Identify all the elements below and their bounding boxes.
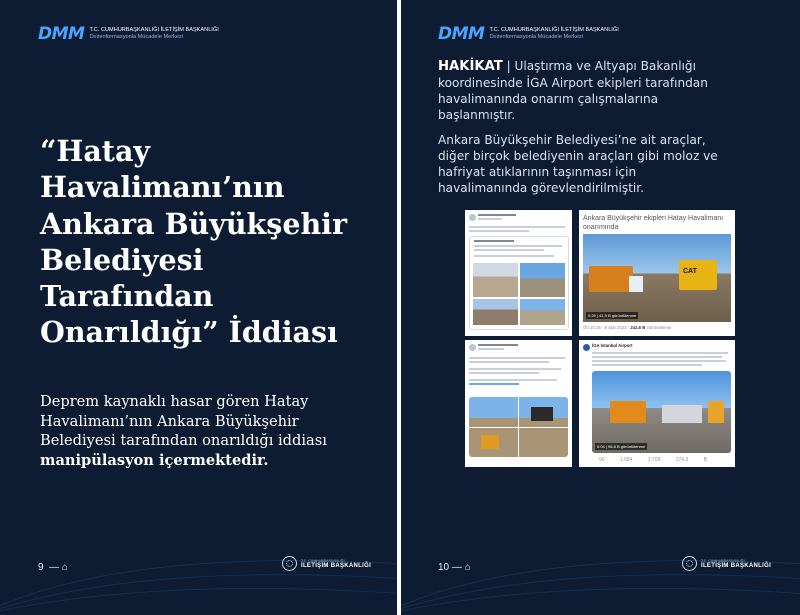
evidence-tweet-b	[579, 210, 735, 336]
photo	[520, 263, 565, 297]
page-number: 9	[38, 562, 44, 573]
org-line-1: T.C. CUMHURBAŞKANLIĞI İLETİŞİM BAŞKANLIĞI	[89, 27, 219, 33]
dmm-logo-mark: DMM	[438, 24, 485, 44]
video-stats: 0:29 | 41,9 B görüntülenme	[588, 313, 637, 318]
excavator	[679, 260, 717, 290]
footer-org: İLETİŞİM BAŞKANLIĞI	[701, 562, 772, 569]
fact-label: HAKİKAT	[438, 59, 503, 74]
fact-text: | Ulaştırma ve Altyapı Bakanlığı koordinesinde İGA Airport ekipleri tarafından havalimanında onarım çalışmalarına başlanmıştır.	[438, 59, 708, 122]
intro-text: Deprem kaynaklı hasar gören Hatay Havalimanı’nın Ankara Büyükşehir Belediyesi tarafından onarıldığı iddiası	[40, 393, 327, 450]
photo-grid[interactable]	[469, 397, 568, 457]
fact-paragraph	[438, 58, 718, 123]
dmm-logo	[38, 24, 219, 44]
excavator	[610, 401, 646, 423]
dump-truck	[589, 266, 633, 292]
iga-avatar	[583, 344, 590, 351]
tweet-meta: Öö 10:16 · 8 Şub 2023 · 242,6 B Görüntüleme	[583, 325, 672, 330]
dash-icon: —	[46, 562, 60, 573]
dmm-logo-org	[89, 27, 218, 41]
intro-paragraph	[40, 392, 340, 470]
quoted-tweet	[469, 236, 569, 330]
page-number-block	[38, 562, 68, 573]
footer-org-small: T.C. CUMHURBAŞKANLIĞI	[701, 558, 745, 563]
page-number-block	[438, 562, 471, 573]
avatar	[469, 214, 476, 221]
photo	[473, 263, 518, 297]
org-line-1: T.C. CUMHURBAŞKANLIĞI İLETİŞİM BAŞKANLIĞI	[489, 27, 619, 33]
left-page	[0, 0, 397, 615]
dmm-logo-org	[489, 27, 618, 41]
seal-icon	[682, 556, 697, 571]
org-line-2: Dezenformasyonla Mücadele Merkezi	[489, 34, 584, 40]
home-icon[interactable]: ⌂	[61, 562, 68, 573]
dmm-logo-mark: DMM	[38, 24, 85, 44]
fact-paragraph-2: Ankara Büyükşehir Belediyesi’ne ait araçlar, diğer birçok belediyenin araçları gibi moloz ve hafriyat atıklarının taşınması için havalimanında görevlendirilmiştir.	[438, 133, 718, 195]
video-stats: 0:04 | 98,8 B görüntülenme	[597, 444, 646, 449]
page-number: 10	[438, 562, 450, 573]
video-thumbnail[interactable]	[592, 371, 731, 453]
tweet-caption: Ankara Büyükşehir ekipleri Hatay Havalimanı onarımında	[583, 215, 724, 231]
org-line-2: Dezenformasyonla Mücadele Merkezi	[89, 34, 184, 40]
photo	[473, 299, 518, 325]
account-name: İGA İstanbul Airport	[592, 343, 633, 348]
video-thumbnail[interactable]: CAT 0:29 | 41,9 B görüntülenme	[583, 234, 731, 322]
photo	[520, 299, 565, 325]
footer-logo	[682, 556, 771, 571]
dash-icon: —	[451, 562, 462, 573]
intro-verdict: manipülasyon içermektedir.	[40, 451, 269, 469]
seal-icon	[282, 556, 297, 571]
evidence-tweet-c	[465, 340, 572, 467]
tweet-actions[interactable]: 90 1.084 3.709 374,9 B	[599, 457, 707, 463]
right-page	[401, 0, 800, 615]
footer-org-small: T.C. CUMHURBAŞKANLIĞI	[301, 558, 345, 563]
home-icon[interactable]: ⌂	[464, 562, 471, 573]
footer-logo	[282, 556, 371, 571]
evidence-tweet-a	[465, 210, 572, 336]
dmm-logo	[438, 24, 619, 44]
evidence-tweet-d	[579, 340, 735, 467]
footer-org: İLETİŞİM BAŞKANLIĞI	[301, 562, 372, 569]
avatar	[469, 344, 476, 351]
page-title: “Hatay Havalimanı’nın Ankara Büyükşehir Belediyesi Tarafından Onarıldığı” İddiası	[40, 134, 348, 350]
